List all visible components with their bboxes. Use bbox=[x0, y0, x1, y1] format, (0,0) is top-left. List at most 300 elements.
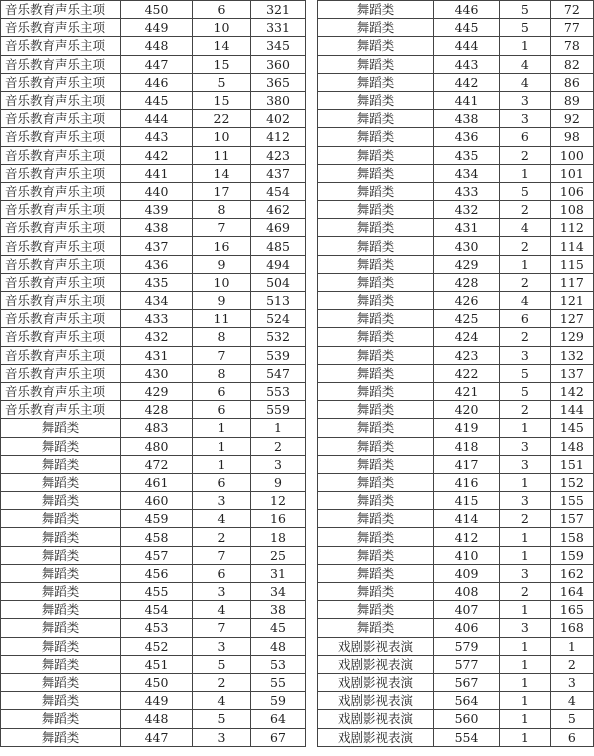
count-cell: 4 bbox=[193, 692, 251, 710]
cumulative-cell: 380 bbox=[251, 91, 306, 109]
table-row bbox=[1, 1, 306, 19]
score-cell: 409 bbox=[434, 564, 500, 582]
cumulative-cell: 1 bbox=[550, 637, 593, 655]
cumulative-cell: 108 bbox=[550, 201, 593, 219]
count-cell: 4 bbox=[193, 601, 251, 619]
category-cell: 音乐教育声乐主项 bbox=[1, 37, 121, 55]
count-cell: 11 bbox=[193, 310, 251, 328]
cumulative-cell: 504 bbox=[251, 273, 306, 291]
cumulative-cell: 121 bbox=[550, 292, 593, 310]
category-cell: 舞蹈类 bbox=[318, 201, 434, 219]
table-row bbox=[1, 346, 306, 364]
score-cell: 448 bbox=[121, 37, 193, 55]
cumulative-cell: 34 bbox=[251, 583, 306, 601]
table-row bbox=[1, 91, 306, 109]
cumulative-cell: 78 bbox=[550, 37, 593, 55]
score-cell: 442 bbox=[434, 73, 500, 91]
count-cell: 4 bbox=[193, 510, 251, 528]
category-cell: 音乐教育声乐主项 bbox=[1, 182, 121, 200]
count-cell: 2 bbox=[193, 673, 251, 691]
score-cell: 443 bbox=[434, 55, 500, 73]
table-row bbox=[1, 37, 306, 55]
score-cell: 407 bbox=[434, 601, 500, 619]
cumulative-cell: 412 bbox=[251, 128, 306, 146]
category-cell: 舞蹈类 bbox=[318, 437, 434, 455]
table-row bbox=[1, 637, 306, 655]
count-cell: 1 bbox=[499, 601, 550, 619]
score-cell: 457 bbox=[121, 546, 193, 564]
cumulative-cell: 331 bbox=[251, 19, 306, 37]
cumulative-cell: 559 bbox=[251, 401, 306, 419]
score-cell: 554 bbox=[434, 728, 500, 746]
score-cell: 472 bbox=[121, 455, 193, 473]
score-cell: 434 bbox=[434, 164, 500, 182]
category-cell: 舞蹈类 bbox=[318, 310, 434, 328]
count-cell: 3 bbox=[499, 455, 550, 473]
category-cell: 音乐教育声乐主项 bbox=[1, 255, 121, 273]
table-row bbox=[318, 110, 594, 128]
score-cell: 430 bbox=[434, 237, 500, 255]
count-cell: 1 bbox=[499, 710, 550, 728]
category-cell: 音乐教育声乐主项 bbox=[1, 310, 121, 328]
cumulative-cell: 98 bbox=[550, 128, 593, 146]
cumulative-cell: 106 bbox=[550, 182, 593, 200]
category-cell: 舞蹈类 bbox=[318, 128, 434, 146]
count-cell: 6 bbox=[193, 401, 251, 419]
table-row bbox=[318, 255, 594, 273]
count-cell: 1 bbox=[499, 255, 550, 273]
cumulative-cell: 402 bbox=[251, 110, 306, 128]
count-cell: 1 bbox=[499, 164, 550, 182]
cumulative-cell: 148 bbox=[550, 437, 593, 455]
cumulative-cell: 16 bbox=[251, 510, 306, 528]
category-cell: 舞蹈类 bbox=[318, 364, 434, 382]
cumulative-cell: 155 bbox=[550, 492, 593, 510]
category-cell: 舞蹈类 bbox=[1, 637, 121, 655]
count-cell: 2 bbox=[193, 528, 251, 546]
category-cell: 舞蹈类 bbox=[318, 528, 434, 546]
category-cell: 舞蹈类 bbox=[1, 564, 121, 582]
category-cell: 舞蹈类 bbox=[1, 419, 121, 437]
cumulative-cell: 423 bbox=[251, 146, 306, 164]
score-cell: 456 bbox=[121, 564, 193, 582]
table-row bbox=[318, 728, 594, 746]
cumulative-cell: 454 bbox=[251, 182, 306, 200]
table-row bbox=[1, 237, 306, 255]
score-cell: 431 bbox=[434, 219, 500, 237]
category-cell: 舞蹈类 bbox=[1, 528, 121, 546]
score-cell: 429 bbox=[434, 255, 500, 273]
cumulative-cell: 165 bbox=[550, 601, 593, 619]
category-cell: 舞蹈类 bbox=[318, 255, 434, 273]
count-cell: 5 bbox=[193, 73, 251, 91]
count-cell: 5 bbox=[193, 710, 251, 728]
score-cell: 412 bbox=[434, 528, 500, 546]
count-cell: 8 bbox=[193, 328, 251, 346]
count-cell: 1 bbox=[499, 692, 550, 710]
cumulative-cell: 77 bbox=[550, 19, 593, 37]
table-row bbox=[318, 473, 594, 491]
category-cell: 音乐教育声乐主项 bbox=[1, 55, 121, 73]
score-cell: 450 bbox=[121, 1, 193, 19]
score-cell: 577 bbox=[434, 655, 500, 673]
count-cell: 9 bbox=[193, 292, 251, 310]
score-cell: 439 bbox=[121, 201, 193, 219]
table-row bbox=[318, 510, 594, 528]
score-cell: 436 bbox=[121, 255, 193, 273]
score-cell: 431 bbox=[121, 346, 193, 364]
score-cell: 433 bbox=[434, 182, 500, 200]
category-cell: 戏剧影视表演 bbox=[318, 637, 434, 655]
table-row bbox=[1, 364, 306, 382]
count-cell: 1 bbox=[499, 546, 550, 564]
category-cell: 戏剧影视表演 bbox=[318, 710, 434, 728]
cumulative-cell: 365 bbox=[251, 73, 306, 91]
table-row bbox=[1, 528, 306, 546]
table-row bbox=[318, 182, 594, 200]
category-cell: 舞蹈类 bbox=[318, 473, 434, 491]
count-cell: 1 bbox=[499, 637, 550, 655]
cumulative-cell: 3 bbox=[550, 673, 593, 691]
count-cell: 3 bbox=[499, 437, 550, 455]
category-cell: 舞蹈类 bbox=[318, 455, 434, 473]
category-cell: 舞蹈类 bbox=[318, 110, 434, 128]
table-row bbox=[318, 346, 594, 364]
category-cell: 舞蹈类 bbox=[318, 601, 434, 619]
table-row bbox=[318, 219, 594, 237]
count-cell: 4 bbox=[499, 73, 550, 91]
cumulative-cell: 4 bbox=[550, 692, 593, 710]
score-cell: 432 bbox=[121, 328, 193, 346]
table-row bbox=[318, 237, 594, 255]
score-cell: 426 bbox=[434, 292, 500, 310]
count-cell: 7 bbox=[193, 219, 251, 237]
category-cell: 音乐教育声乐主项 bbox=[1, 1, 121, 19]
cumulative-cell: 485 bbox=[251, 237, 306, 255]
count-cell: 3 bbox=[499, 492, 550, 510]
category-cell: 舞蹈类 bbox=[318, 37, 434, 55]
count-cell: 1 bbox=[499, 419, 550, 437]
score-cell: 423 bbox=[434, 346, 500, 364]
table-row bbox=[1, 73, 306, 91]
score-cell: 424 bbox=[434, 328, 500, 346]
score-cell: 446 bbox=[121, 73, 193, 91]
category-cell: 舞蹈类 bbox=[318, 564, 434, 582]
score-cell: 483 bbox=[121, 419, 193, 437]
table-row bbox=[318, 292, 594, 310]
table-row bbox=[1, 510, 306, 528]
category-cell: 音乐教育声乐主项 bbox=[1, 19, 121, 37]
score-cell: 414 bbox=[434, 510, 500, 528]
category-cell: 音乐教育声乐主项 bbox=[1, 382, 121, 400]
score-cell: 448 bbox=[121, 710, 193, 728]
score-cell: 419 bbox=[434, 419, 500, 437]
score-cell: 480 bbox=[121, 437, 193, 455]
score-cell: 440 bbox=[121, 182, 193, 200]
category-cell: 音乐教育声乐主项 bbox=[1, 328, 121, 346]
table-row bbox=[1, 710, 306, 728]
score-cell: 449 bbox=[121, 19, 193, 37]
cumulative-cell: 462 bbox=[251, 201, 306, 219]
score-cell: 445 bbox=[434, 19, 500, 37]
table-row bbox=[318, 419, 594, 437]
cumulative-cell: 101 bbox=[550, 164, 593, 182]
table-row bbox=[1, 182, 306, 200]
count-cell: 6 bbox=[193, 1, 251, 19]
category-cell: 音乐教育声乐主项 bbox=[1, 91, 121, 109]
table-row bbox=[1, 401, 306, 419]
category-cell: 音乐教育声乐主项 bbox=[1, 273, 121, 291]
score-cell: 453 bbox=[121, 619, 193, 637]
count-cell: 2 bbox=[499, 583, 550, 601]
cumulative-cell: 524 bbox=[251, 310, 306, 328]
left-table-body bbox=[1, 1, 306, 747]
category-cell: 舞蹈类 bbox=[1, 583, 121, 601]
category-cell: 舞蹈类 bbox=[318, 182, 434, 200]
table-row bbox=[318, 619, 594, 637]
cumulative-cell: 152 bbox=[550, 473, 593, 491]
table-row bbox=[1, 19, 306, 37]
count-cell: 2 bbox=[499, 273, 550, 291]
count-cell: 9 bbox=[193, 255, 251, 273]
table-row bbox=[1, 255, 306, 273]
score-cell: 436 bbox=[434, 128, 500, 146]
table-row bbox=[318, 546, 594, 564]
count-cell: 15 bbox=[193, 91, 251, 109]
right-score-table bbox=[317, 0, 594, 747]
table-row bbox=[1, 219, 306, 237]
score-cell: 458 bbox=[121, 528, 193, 546]
category-cell: 舞蹈类 bbox=[318, 73, 434, 91]
table-row bbox=[318, 1, 594, 19]
table-row bbox=[1, 146, 306, 164]
cumulative-cell: 132 bbox=[550, 346, 593, 364]
count-cell: 2 bbox=[499, 237, 550, 255]
right-table-body bbox=[318, 1, 594, 747]
cumulative-cell: 45 bbox=[251, 619, 306, 637]
category-cell: 音乐教育声乐主项 bbox=[1, 346, 121, 364]
category-cell: 舞蹈类 bbox=[318, 1, 434, 19]
category-cell: 音乐教育声乐主项 bbox=[1, 237, 121, 255]
cumulative-cell: 115 bbox=[550, 255, 593, 273]
score-cell: 445 bbox=[121, 91, 193, 109]
cumulative-cell: 360 bbox=[251, 55, 306, 73]
category-cell: 音乐教育声乐主项 bbox=[1, 164, 121, 182]
count-cell: 2 bbox=[499, 510, 550, 528]
cumulative-cell: 469 bbox=[251, 219, 306, 237]
category-cell: 舞蹈类 bbox=[318, 164, 434, 182]
table-row bbox=[318, 164, 594, 182]
category-cell: 音乐教育声乐主项 bbox=[1, 73, 121, 91]
cumulative-cell: 59 bbox=[251, 692, 306, 710]
count-cell: 8 bbox=[193, 364, 251, 382]
score-cell: 442 bbox=[121, 146, 193, 164]
cumulative-cell: 89 bbox=[550, 91, 593, 109]
category-cell: 戏剧影视表演 bbox=[318, 692, 434, 710]
table-row bbox=[1, 292, 306, 310]
table-row bbox=[318, 455, 594, 473]
cumulative-cell: 159 bbox=[550, 546, 593, 564]
cumulative-cell: 321 bbox=[251, 1, 306, 19]
score-cell: 425 bbox=[434, 310, 500, 328]
category-cell: 舞蹈类 bbox=[318, 492, 434, 510]
category-cell: 舞蹈类 bbox=[318, 401, 434, 419]
count-cell: 5 bbox=[499, 364, 550, 382]
score-cell: 564 bbox=[434, 692, 500, 710]
count-cell: 2 bbox=[499, 146, 550, 164]
category-cell: 舞蹈类 bbox=[318, 583, 434, 601]
count-cell: 3 bbox=[193, 637, 251, 655]
category-cell: 舞蹈类 bbox=[318, 382, 434, 400]
cumulative-cell: 117 bbox=[550, 273, 593, 291]
category-cell: 舞蹈类 bbox=[1, 473, 121, 491]
table-row bbox=[1, 601, 306, 619]
table-row bbox=[1, 728, 306, 746]
cumulative-cell: 345 bbox=[251, 37, 306, 55]
table-row bbox=[318, 692, 594, 710]
cumulative-cell: 158 bbox=[550, 528, 593, 546]
cumulative-cell: 547 bbox=[251, 364, 306, 382]
cumulative-cell: 82 bbox=[550, 55, 593, 73]
category-cell: 舞蹈类 bbox=[318, 328, 434, 346]
table-row bbox=[318, 601, 594, 619]
cumulative-cell: 129 bbox=[550, 328, 593, 346]
table-row bbox=[318, 382, 594, 400]
score-cell: 438 bbox=[434, 110, 500, 128]
count-cell: 1 bbox=[499, 37, 550, 55]
category-cell: 舞蹈类 bbox=[1, 510, 121, 528]
count-cell: 14 bbox=[193, 37, 251, 55]
table-row bbox=[318, 328, 594, 346]
cumulative-cell: 1 bbox=[251, 419, 306, 437]
category-cell: 音乐教育声乐主项 bbox=[1, 292, 121, 310]
table-row bbox=[318, 19, 594, 37]
count-cell: 1 bbox=[193, 455, 251, 473]
count-cell: 5 bbox=[499, 182, 550, 200]
cumulative-cell: 164 bbox=[550, 583, 593, 601]
table-row bbox=[1, 619, 306, 637]
table-row bbox=[318, 564, 594, 582]
cumulative-cell: 86 bbox=[550, 73, 593, 91]
score-cell: 444 bbox=[121, 110, 193, 128]
cumulative-cell: 9 bbox=[251, 473, 306, 491]
category-cell: 舞蹈类 bbox=[1, 546, 121, 564]
table-row bbox=[318, 73, 594, 91]
count-cell: 2 bbox=[499, 401, 550, 419]
table-row bbox=[1, 328, 306, 346]
table-row bbox=[1, 473, 306, 491]
cumulative-cell: 137 bbox=[550, 364, 593, 382]
score-cell: 428 bbox=[121, 401, 193, 419]
table-row bbox=[318, 128, 594, 146]
count-cell: 3 bbox=[193, 583, 251, 601]
table-row bbox=[1, 692, 306, 710]
cumulative-cell: 145 bbox=[550, 419, 593, 437]
count-cell: 3 bbox=[499, 619, 550, 637]
category-cell: 戏剧影视表演 bbox=[318, 673, 434, 691]
table-row bbox=[318, 273, 594, 291]
score-cell: 454 bbox=[121, 601, 193, 619]
score-cell: 455 bbox=[121, 583, 193, 601]
table-row bbox=[1, 310, 306, 328]
category-cell: 舞蹈类 bbox=[318, 237, 434, 255]
table-row bbox=[318, 437, 594, 455]
count-cell: 5 bbox=[499, 1, 550, 19]
table-row bbox=[1, 110, 306, 128]
category-cell: 音乐教育声乐主项 bbox=[1, 364, 121, 382]
category-cell: 音乐教育声乐主项 bbox=[1, 201, 121, 219]
table-row bbox=[318, 310, 594, 328]
count-cell: 1 bbox=[499, 528, 550, 546]
count-cell: 10 bbox=[193, 273, 251, 291]
cumulative-cell: 12 bbox=[251, 492, 306, 510]
cumulative-cell: 6 bbox=[550, 728, 593, 746]
cumulative-cell: 494 bbox=[251, 255, 306, 273]
cumulative-cell: 18 bbox=[251, 528, 306, 546]
table-row bbox=[1, 164, 306, 182]
score-cell: 438 bbox=[121, 219, 193, 237]
cumulative-cell: 72 bbox=[550, 1, 593, 19]
score-cell: 408 bbox=[434, 583, 500, 601]
category-cell: 音乐教育声乐主项 bbox=[1, 146, 121, 164]
score-cell: 420 bbox=[434, 401, 500, 419]
table-row bbox=[1, 128, 306, 146]
table-row bbox=[1, 201, 306, 219]
score-cell: 451 bbox=[121, 655, 193, 673]
count-cell: 4 bbox=[499, 55, 550, 73]
category-cell: 舞蹈类 bbox=[1, 673, 121, 691]
count-cell: 1 bbox=[193, 419, 251, 437]
cumulative-cell: 48 bbox=[251, 637, 306, 655]
category-cell: 舞蹈类 bbox=[318, 146, 434, 164]
table-row bbox=[1, 492, 306, 510]
table-row bbox=[318, 528, 594, 546]
score-cell: 433 bbox=[121, 310, 193, 328]
table-row bbox=[1, 273, 306, 291]
category-cell: 舞蹈类 bbox=[318, 273, 434, 291]
score-cell: 447 bbox=[121, 55, 193, 73]
cumulative-cell: 553 bbox=[251, 382, 306, 400]
score-cell: 415 bbox=[434, 492, 500, 510]
cumulative-cell: 31 bbox=[251, 564, 306, 582]
cumulative-cell: 5 bbox=[550, 710, 593, 728]
table-row bbox=[1, 583, 306, 601]
count-cell: 4 bbox=[499, 292, 550, 310]
cumulative-cell: 127 bbox=[550, 310, 593, 328]
count-cell: 3 bbox=[499, 346, 550, 364]
table-row bbox=[1, 382, 306, 400]
cumulative-cell: 513 bbox=[251, 292, 306, 310]
table-row bbox=[1, 655, 306, 673]
count-cell: 16 bbox=[193, 237, 251, 255]
category-cell: 舞蹈类 bbox=[1, 728, 121, 746]
table-row bbox=[1, 437, 306, 455]
score-cell: 447 bbox=[121, 728, 193, 746]
score-cell: 416 bbox=[434, 473, 500, 491]
score-cell: 567 bbox=[434, 673, 500, 691]
category-cell: 舞蹈类 bbox=[318, 55, 434, 73]
category-cell: 舞蹈类 bbox=[1, 692, 121, 710]
score-cell: 443 bbox=[121, 128, 193, 146]
cumulative-cell: 157 bbox=[550, 510, 593, 528]
table-row bbox=[318, 91, 594, 109]
score-cell: 417 bbox=[434, 455, 500, 473]
cumulative-cell: 437 bbox=[251, 164, 306, 182]
score-cell: 432 bbox=[434, 201, 500, 219]
cumulative-cell: 55 bbox=[251, 673, 306, 691]
count-cell: 3 bbox=[193, 728, 251, 746]
table-row bbox=[1, 546, 306, 564]
